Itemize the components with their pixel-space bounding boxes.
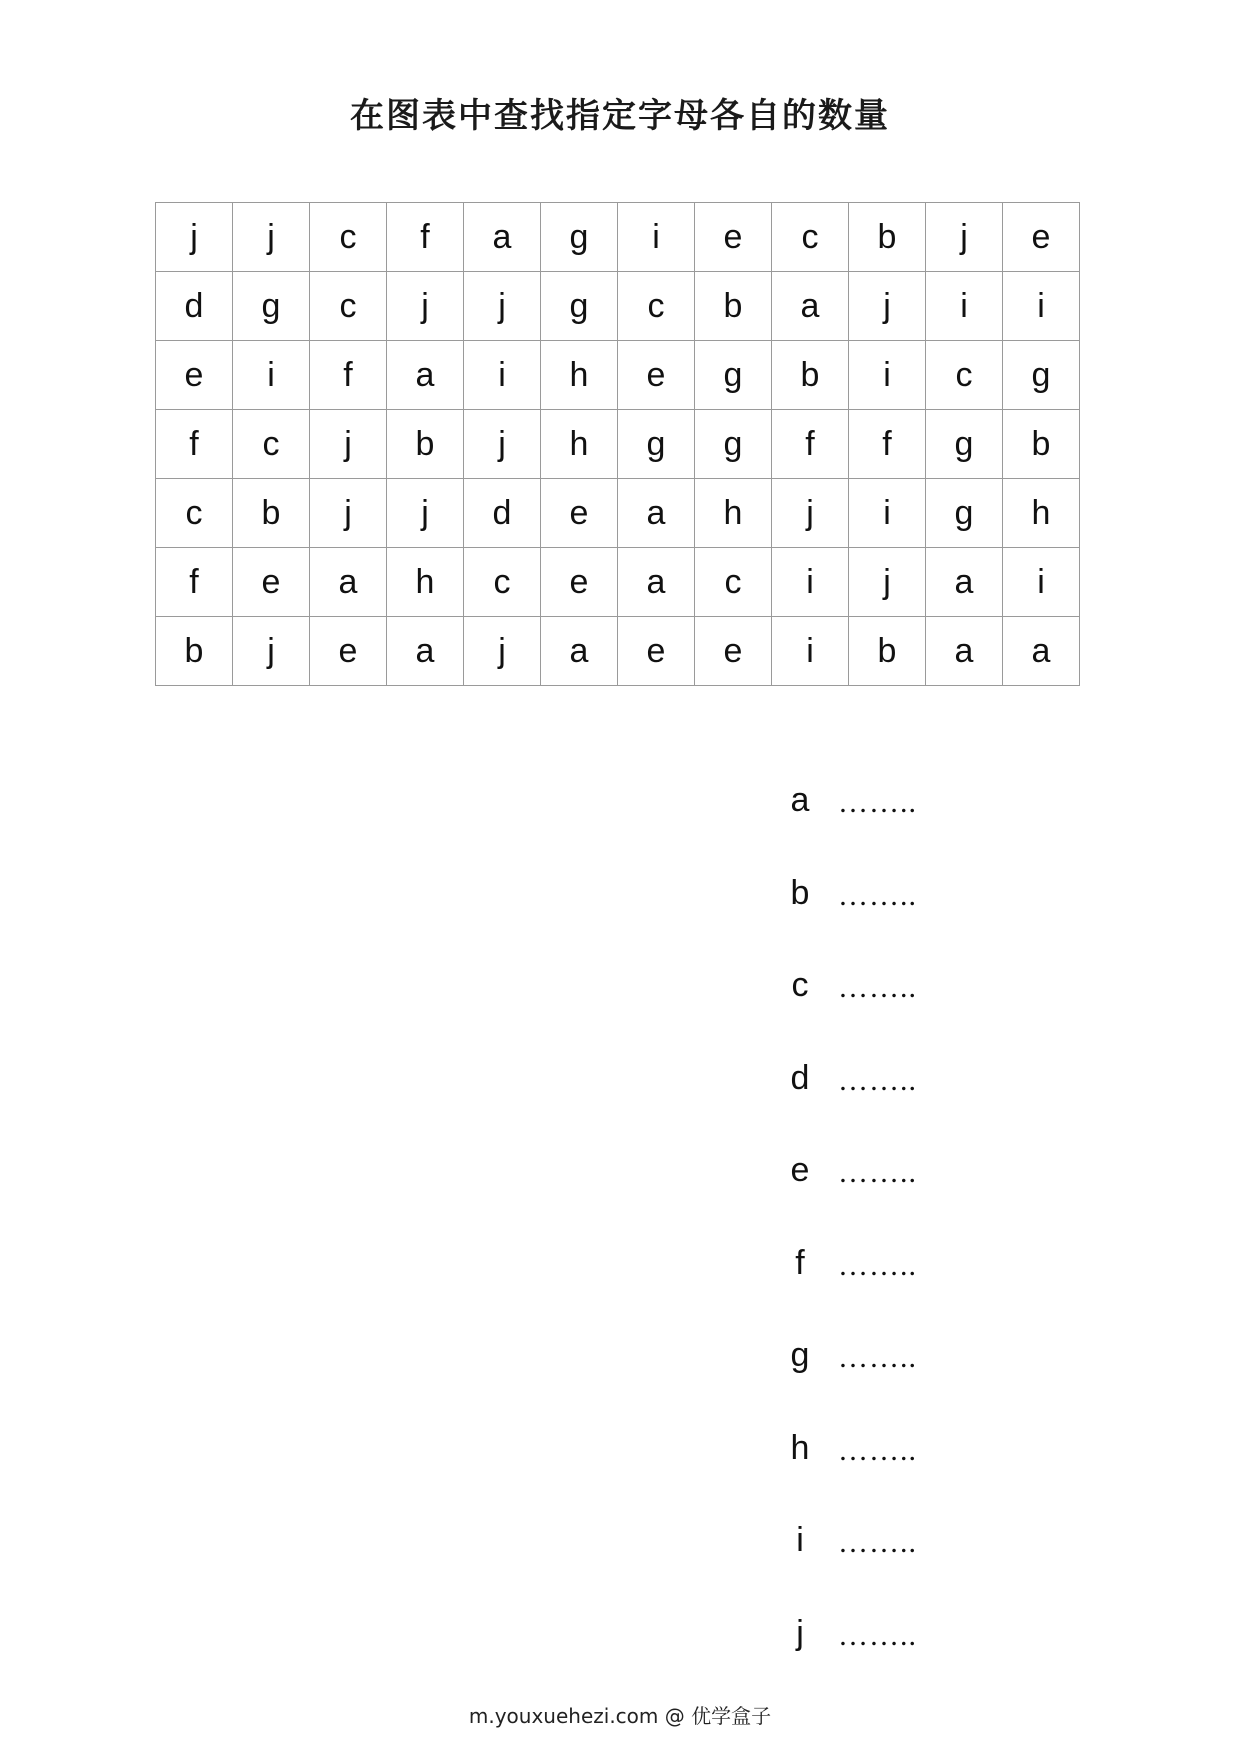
- answer-row: [770, 1520, 1030, 1613]
- answer-row: [770, 1428, 1030, 1521]
- grid-cell: c: [310, 203, 387, 272]
- grid-cell: g: [926, 410, 1003, 479]
- grid-cell: c: [156, 479, 233, 548]
- answer-list: [770, 780, 1030, 1705]
- grid-cell: h: [541, 410, 618, 479]
- answer-row: [770, 873, 1030, 966]
- answer-blank[interactable]: ……..: [838, 1248, 917, 1282]
- answer-letter: j: [796, 1613, 804, 1652]
- grid-cell: b: [849, 203, 926, 272]
- grid-cell: a: [926, 548, 1003, 617]
- grid-row: [156, 341, 1080, 410]
- grid-cell: j: [926, 203, 1003, 272]
- answer-letter: b: [790, 873, 810, 912]
- grid-cell: j: [387, 272, 464, 341]
- grid-cell: i: [1003, 272, 1080, 341]
- grid-cell: c: [310, 272, 387, 341]
- grid-cell: a: [387, 341, 464, 410]
- grid-cell: i: [1003, 548, 1080, 617]
- grid-cell: c: [695, 548, 772, 617]
- answer-letter: i: [796, 1521, 804, 1559]
- grid-cell: g: [926, 479, 1003, 548]
- grid-cell: a: [464, 203, 541, 272]
- grid-cell: h: [387, 548, 464, 617]
- grid-cell: i: [926, 272, 1003, 341]
- answer-row: [770, 1335, 1030, 1428]
- grid-cell: i: [618, 203, 695, 272]
- grid-cell: b: [1003, 410, 1080, 479]
- grid-cell: i: [849, 479, 926, 548]
- answer-row: [770, 1150, 1030, 1243]
- grid-cell: e: [695, 203, 772, 272]
- grid-cell: e: [618, 341, 695, 410]
- grid-cell: g: [541, 272, 618, 341]
- grid-row: [156, 272, 1080, 341]
- answer-row: [770, 965, 1030, 1058]
- grid-cell: a: [618, 548, 695, 617]
- grid-cell: j: [233, 203, 310, 272]
- answer-blank[interactable]: ……..: [838, 1618, 917, 1652]
- grid-cell: e: [156, 341, 233, 410]
- grid-cell: i: [772, 548, 849, 617]
- grid-cell: a: [387, 617, 464, 686]
- grid-cell: a: [1003, 617, 1080, 686]
- grid-cell: b: [695, 272, 772, 341]
- grid-cell: c: [464, 548, 541, 617]
- grid-row: [156, 617, 1080, 686]
- answer-row: [770, 1613, 1030, 1706]
- grid-cell: i: [233, 341, 310, 410]
- grid-cell: j: [772, 479, 849, 548]
- grid-cell: b: [849, 617, 926, 686]
- grid-cell: j: [849, 548, 926, 617]
- answer-row: [770, 1058, 1030, 1151]
- grid-cell: f: [156, 410, 233, 479]
- letter-grid: [155, 202, 1080, 686]
- grid-row: [156, 479, 1080, 548]
- grid-cell: a: [541, 617, 618, 686]
- grid-cell: e: [695, 617, 772, 686]
- grid-cell: a: [926, 617, 1003, 686]
- grid-cell: h: [695, 479, 772, 548]
- answer-letter: f: [795, 1243, 805, 1282]
- grid-cell: j: [464, 272, 541, 341]
- grid-cell: g: [1003, 341, 1080, 410]
- grid-cell: g: [695, 341, 772, 410]
- grid-row: [156, 548, 1080, 617]
- grid-cell: c: [233, 410, 310, 479]
- grid-cell: f: [310, 341, 387, 410]
- answer-letter: d: [790, 1058, 810, 1097]
- grid-cell: c: [926, 341, 1003, 410]
- grid-cell: b: [387, 410, 464, 479]
- page-title: 在图表中查找指定字母各自的数量: [350, 96, 890, 136]
- grid-cell: j: [387, 479, 464, 548]
- answer-blank[interactable]: ……..: [838, 1063, 917, 1097]
- grid-cell: b: [233, 479, 310, 548]
- grid-cell: a: [772, 272, 849, 341]
- grid-cell: a: [310, 548, 387, 617]
- answer-blank[interactable]: ……..: [838, 1156, 917, 1189]
- answer-row: [770, 1243, 1030, 1336]
- grid-cell: j: [849, 272, 926, 341]
- grid-cell: i: [849, 341, 926, 410]
- grid-row: [156, 203, 1080, 272]
- answer-blank[interactable]: ……..: [838, 1433, 917, 1467]
- grid-cell: f: [156, 548, 233, 617]
- grid-cell: h: [1003, 479, 1080, 548]
- answer-blank[interactable]: ……..: [838, 878, 917, 912]
- answer-row: [770, 780, 1030, 873]
- grid-cell: e: [618, 617, 695, 686]
- grid-cell: e: [541, 479, 618, 548]
- answer-blank[interactable]: ……..: [838, 1526, 917, 1559]
- grid-cell: e: [1003, 203, 1080, 272]
- grid-cell: g: [541, 203, 618, 272]
- grid-cell: i: [772, 617, 849, 686]
- grid-cell: f: [849, 410, 926, 479]
- answer-letter: a: [790, 781, 810, 819]
- grid-cell: g: [695, 410, 772, 479]
- grid-cell: i: [464, 341, 541, 410]
- answer-letter: g: [790, 1336, 810, 1374]
- grid-cell: e: [310, 617, 387, 686]
- grid-cell: b: [772, 341, 849, 410]
- grid-cell: d: [156, 272, 233, 341]
- grid-cell: h: [541, 341, 618, 410]
- grid-cell: c: [772, 203, 849, 272]
- answer-blank[interactable]: ……..: [838, 971, 917, 1004]
- footer-credit: m.youxuehezi.com @ 优学盒子: [468, 1704, 772, 1728]
- grid-row: [156, 410, 1080, 479]
- grid-cell: b: [156, 617, 233, 686]
- grid-cell: j: [464, 617, 541, 686]
- grid-cell: g: [233, 272, 310, 341]
- answer-letter: h: [790, 1428, 810, 1467]
- grid-cell: j: [310, 410, 387, 479]
- grid-cell: j: [310, 479, 387, 548]
- grid-cell: d: [464, 479, 541, 548]
- grid-cell: f: [387, 203, 464, 272]
- answer-blank[interactable]: ……..: [838, 1341, 917, 1374]
- grid-cell: e: [233, 548, 310, 617]
- grid-cell: j: [233, 617, 310, 686]
- answer-letter: c: [791, 966, 809, 1004]
- answer-letter: e: [790, 1151, 810, 1189]
- grid-cell: e: [541, 548, 618, 617]
- grid-cell: j: [156, 203, 233, 272]
- grid-cell: a: [618, 479, 695, 548]
- grid-cell: g: [618, 410, 695, 479]
- answer-blank[interactable]: ……..: [838, 786, 917, 819]
- grid-cell: j: [464, 410, 541, 479]
- grid-cell: f: [772, 410, 849, 479]
- grid-cell: c: [618, 272, 695, 341]
